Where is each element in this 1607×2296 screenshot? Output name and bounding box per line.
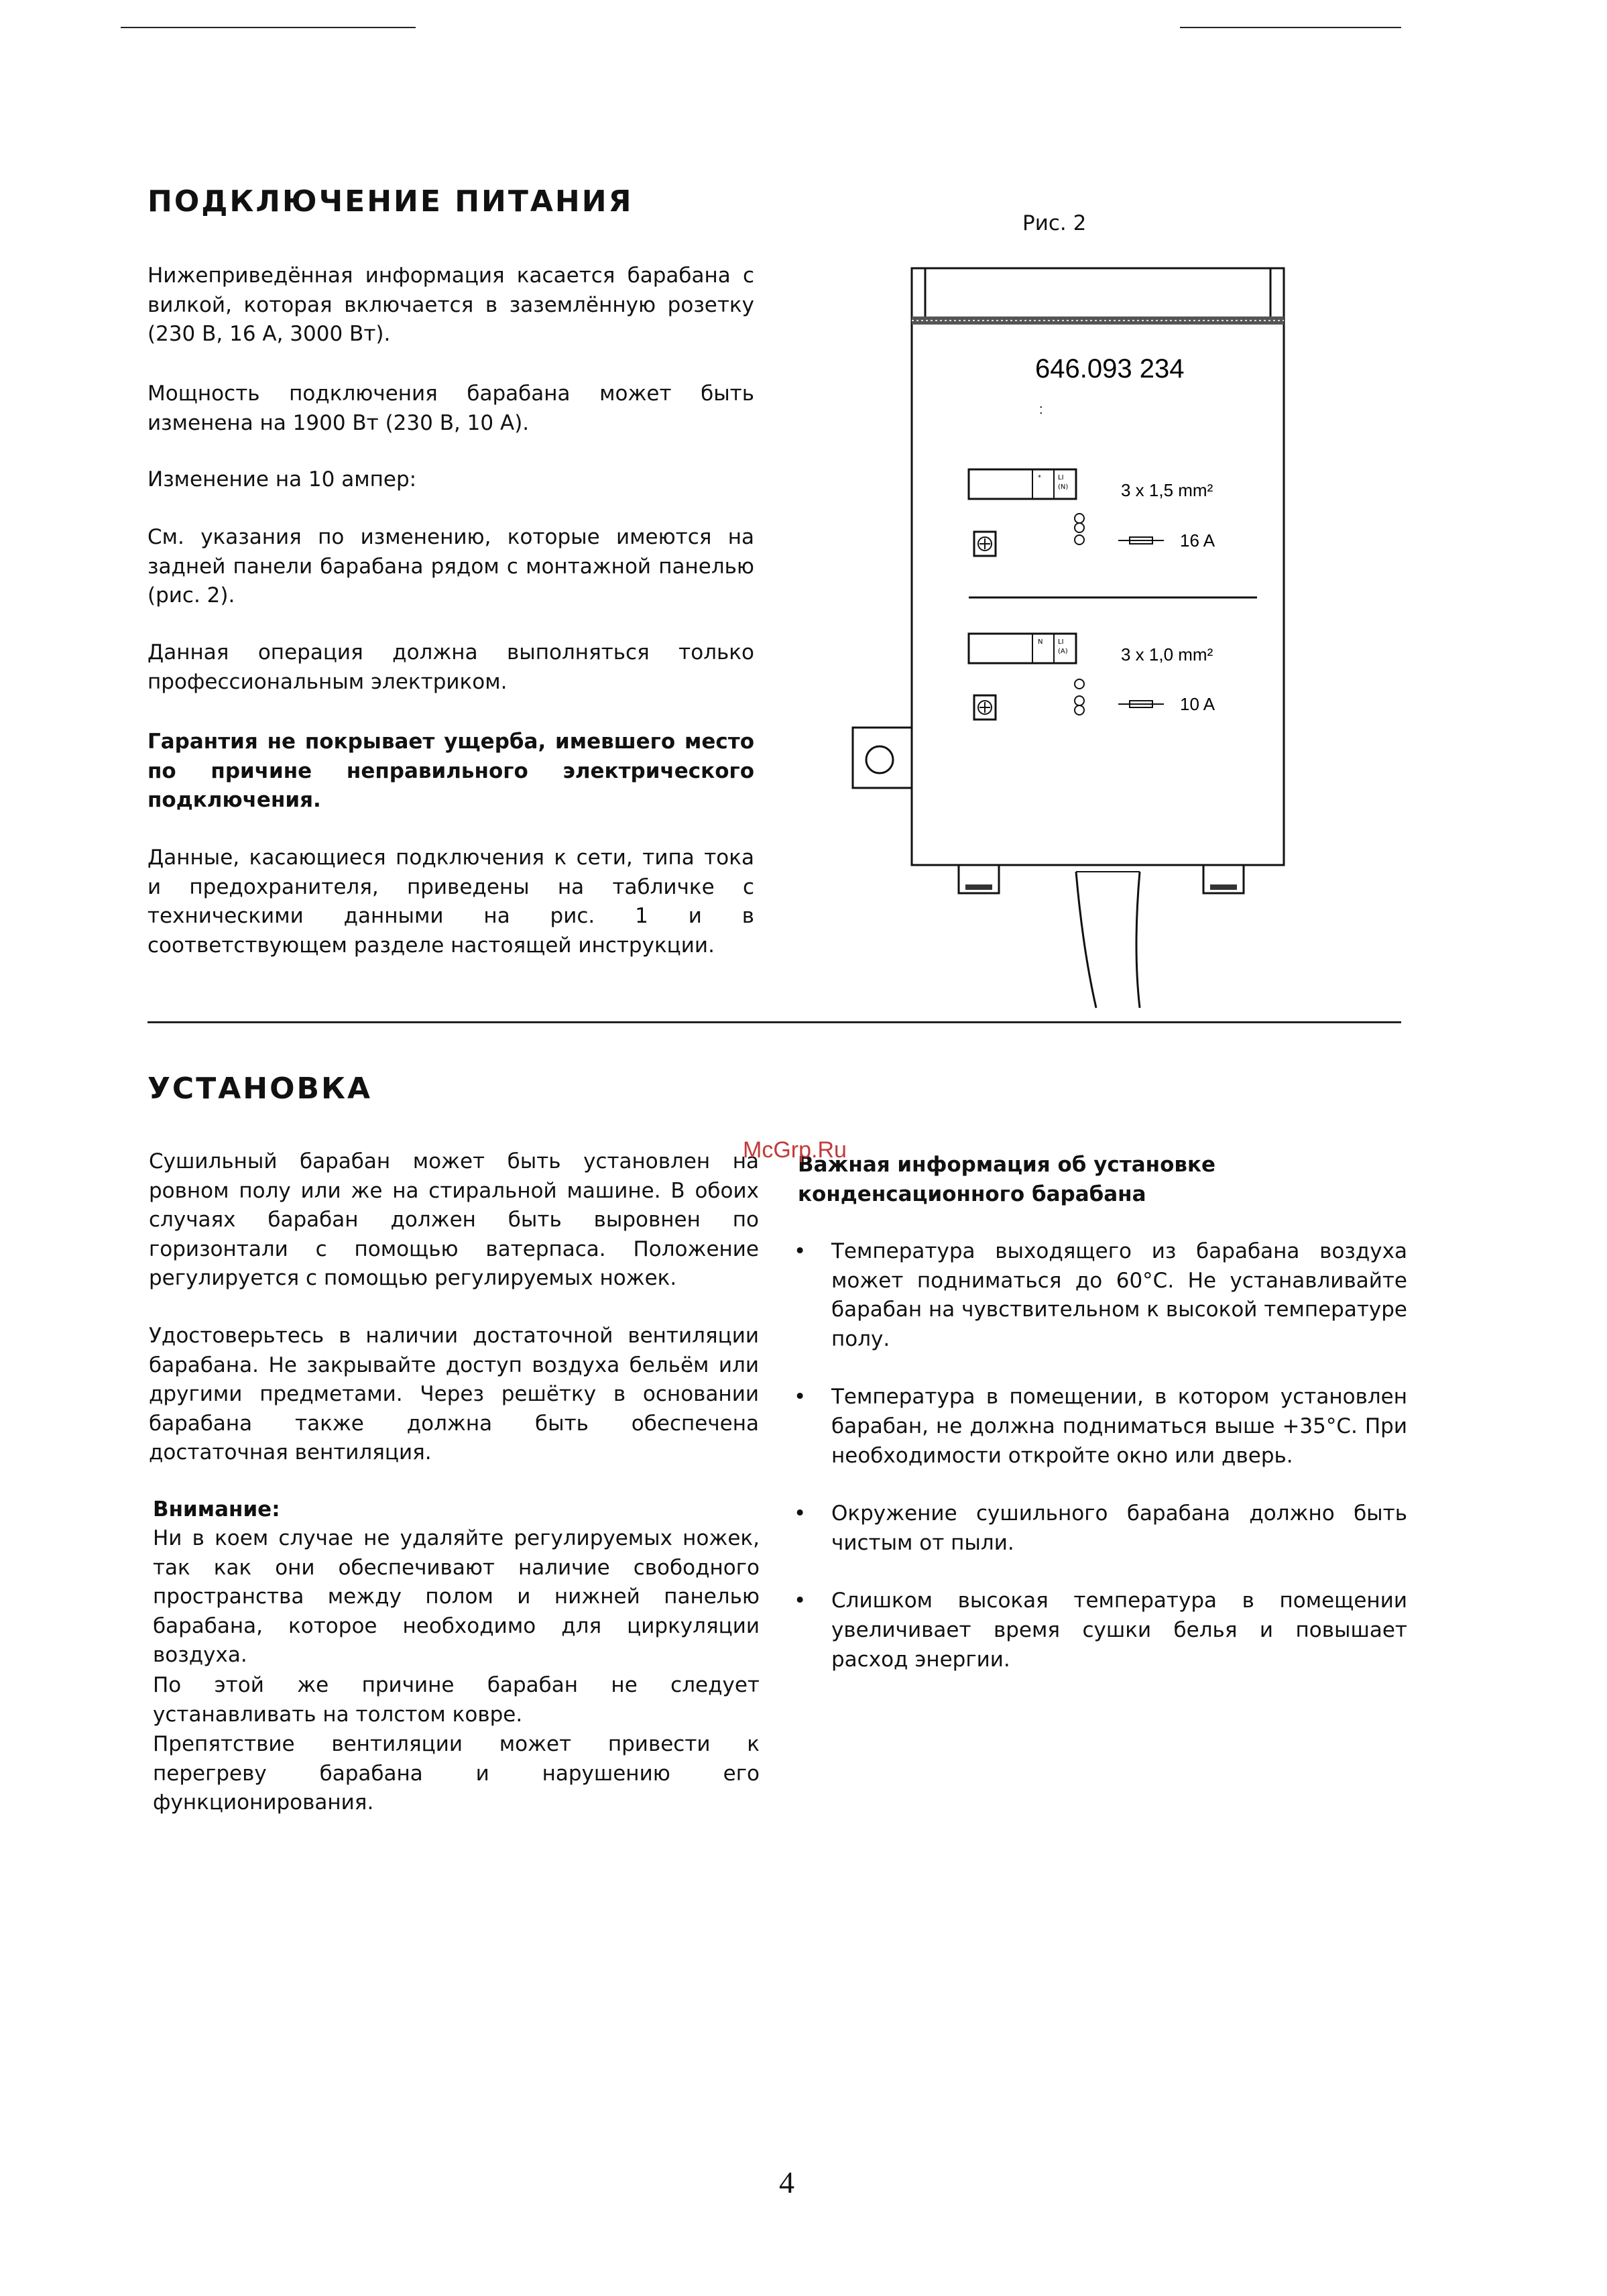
section-separator: [147, 1021, 1401, 1023]
upper-cable-spec: 3 x 1,5 mm²: [1121, 480, 1213, 500]
figure-2-diagram: [845, 265, 1287, 1023]
important-info-list: [794, 1237, 1407, 1703]
installation-paragraph-1: Сушильный барабан может быть установлен на ровном полу или же на стиральной машине. В обоих случаях барабан должен быть выровнен по горизонтали с помощью ватерпаса. Положение регулируется с помощью регулируемых ножек.: [149, 1149, 759, 1291]
important-info-title: Важная информация об установке конденсационного барабана: [798, 1153, 1216, 1206]
warranty-warning: Гарантия не покрывает ущерба, имевшего место по причине неправильного электрического подключения.: [147, 730, 754, 813]
section-title-installation: УСТАНОВКА: [147, 1072, 373, 1106]
lower-fuse-rating: 10 A: [1180, 694, 1215, 714]
svg-text:*: *: [1038, 474, 1041, 481]
page-number: 4: [779, 2165, 794, 2199]
power-paragraph-2: Мощность подключения барабана может быть изменена на 1900 Вт (230 В, 10 А).: [147, 382, 754, 435]
attention-paragraph-3: Препятствие вентиляции может привести к перегреву барабана и нарушению его функционирования.: [153, 1732, 760, 1815]
power-paragraph-5: Данная операция должна выполняться только профессиональным электриком.: [147, 640, 754, 694]
list-item: • Окружение сушильного барабана должно быть чистым от пыли.: [794, 1501, 1407, 1555]
list-item: • Температура выходящего из барабана воздуха может подниматься до 60°С. Не устанавливайте барабан на чувствительном к высокой температуре полу.: [794, 1239, 1407, 1351]
power-paragraph-1: Нижеприведённая информация касается барабана с вилкой, которая включается в заземлённую розетку (230 В, 16 А, 3000 Вт).: [147, 264, 754, 347]
svg-text:(N): (N): [1058, 483, 1069, 491]
installation-paragraph-2: Удостоверьтесь в наличии достаточной вентиляции барабана. Не закрывайте доступ воздуха бельём или другими предметами. Через решётку в основании барабана также должна быть обеспечена достаточная вентиляция.: [149, 1324, 759, 1465]
attention-paragraph-2: По этой же причине барабан не следует устанавливать на толстом ковре.: [153, 1673, 760, 1727]
list-item: • Слишком высокая температура в помещении увеличивает время сушки белья и повышает расход энергии.: [794, 1589, 1407, 1672]
figure-caption: Рис. 2: [1022, 211, 1087, 235]
power-paragraph-6: Данные, касающиеся подключения к сети, типа тока и предохранителя, приведены на табличке с техническими данными на рис. 1 и в соответствующем разделе настоящей инструкции.: [147, 846, 754, 958]
lower-cable-spec: 3 x 1,0 mm²: [1121, 644, 1213, 665]
watermark: McGrp.Ru: [743, 1137, 847, 1163]
top-right-rule: [1180, 27, 1401, 28]
svg-text:LI: LI: [1058, 474, 1064, 481]
part-number: 646.093 234: [1035, 354, 1185, 384]
mounting-tab: [853, 728, 912, 788]
power-cable: [1076, 872, 1096, 1008]
svg-text:(A): (A): [1058, 648, 1068, 655]
svg-text::: :: [1039, 402, 1043, 417]
power-paragraph-4: См. указания по изменению, которые имеются на задней панели барабана рядом с монтажной панелью (рис. 2).: [147, 525, 754, 608]
upper-fuse-rating: 16 A: [1180, 530, 1215, 551]
section-title-power: ПОДКЛЮЧЕНИЕ ПИТАНИЯ: [147, 184, 634, 219]
top-left-rule: [121, 27, 416, 28]
attention-paragraph-1: Ни в коем случае не удаляйте регулируемых ножек, так как они обеспечивают наличие свободного пространства между полом и нижней панелью барабана, которое необходимо для циркуляции воздуха.: [153, 1526, 760, 1668]
attention-title: Внимание:: [153, 1497, 280, 1522]
svg-text:LI: LI: [1058, 638, 1064, 646]
svg-text:N: N: [1038, 638, 1043, 646]
power-paragraph-3: Изменение на 10 ампер:: [147, 467, 417, 492]
list-item: • Температура в помещении, в котором установлен барабан, не должна подниматься выше +35°С. При необходимости откройте окно или дверь.: [794, 1385, 1407, 1468]
